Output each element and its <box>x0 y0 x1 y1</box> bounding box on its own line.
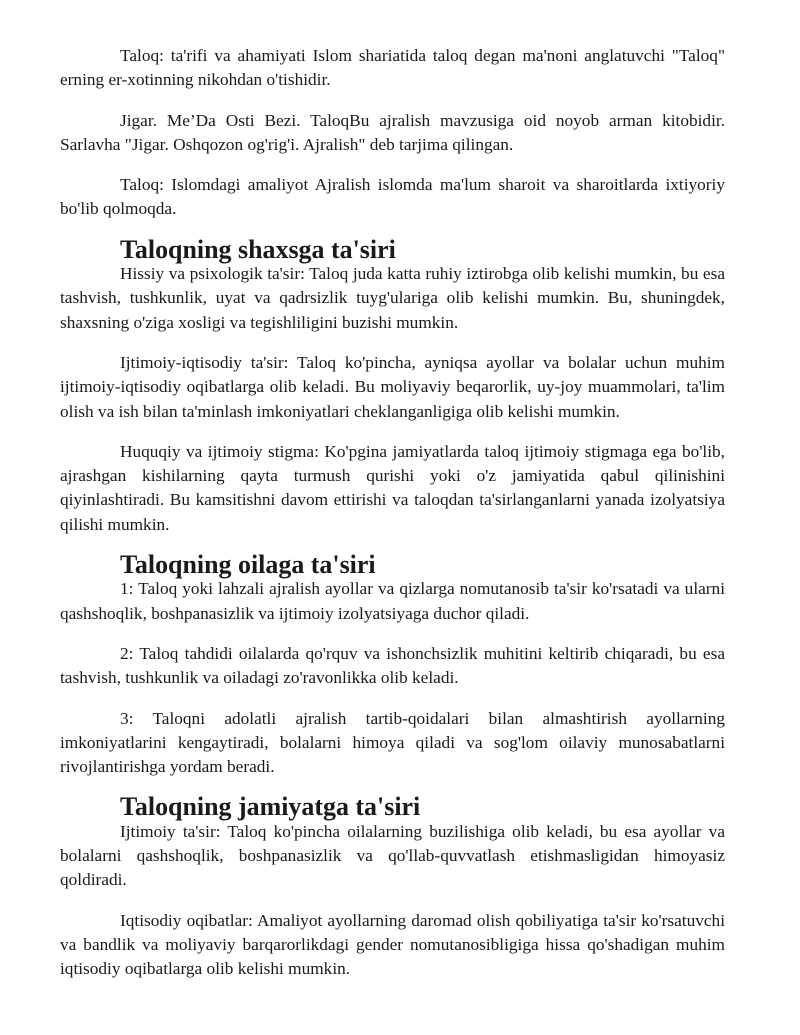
heading-family-impact: Taloqning oilaga ta'siri <box>120 550 376 580</box>
paragraph-jigar-book: Jigar. Me’Da Osti Bezi. TaloqBu ajralish mavzusiga oid noyob arman kitobidir. Sarlavha "Jigar. Oshqozon og'rig'i. Ajralish" deb tarjima qilingan. <box>60 110 725 154</box>
paragraph-legal-stigma: Huquqiy va ijtimoiy stigma: Ko'pgina jamiyatlarda taloq ijtimoiy stigmaga ega bo'lib, ajrashgan kishilarning qayta turmush qurishi yoki o'z jamiyatida qabul qilinishini qiyinlashtiradi. Bu kamsitishni davom ettirishi va taloqdan ta'sirlanganlarni yanada izolyatsiya qilishi mumkin. <box>60 441 725 534</box>
paragraph-family-point-1: 1: Taloq yoki lahzali ajralish ayollar va qizlarga nomutanosib ta'sir ko'rsatadi va ularni qashshoqlik, boshpanasizlik va ijtimoiy izolyatsiyaga duchor qiladi. <box>60 579 725 623</box>
paragraph-islam-practice: Taloq: Islomdagi amaliyot Ajralish islomda ma'lum sharoit va sharoitlarda ixtiyoriy bo'lib qolmoqda. <box>60 175 725 219</box>
paragraph-social-impact: Ijtimoiy ta'sir: Taloq ko'pincha oilalarning buzilishiga olib keladi, bu esa ayollar va bolalarni qashshoqlik, boshpanasizlik va qo'llab-quvvatlash etishmasligidan himoyasiz qoldiradi. <box>60 821 725 890</box>
paragraph-family-point-2: 2: Taloq tahdidi oilalarda qo'rquv va ishonchsizlik muhitini keltirib chiqaradi, bu esa tashvish, tushkunlik va oiladagi zo'ravonlikka olib keladi. <box>60 643 725 688</box>
paragraph-taloq-definition: Taloq: ta'rifi va ahamiyati Islom shariatida taloq degan ma'noni anglatuvchi "Taloq" erning er-xotinning nikohdan o'tishidir. <box>60 46 725 90</box>
heading-individual-impact: Taloqning shaxsga ta'siri <box>120 234 396 264</box>
paragraph-emotional-impact: Hissiy va psixologik ta'sir: Taloq juda katta ruhiy iztirobga olib kelishi mumkin, bu esa tashvish, tushkunlik, uyat va qadrsizlik tuyg'ulariga olib kelishi mumkin. Bu, shuningdek, shaxsning o'ziga xosligi va tegishliligini buzishi mumkin. <box>60 264 725 332</box>
paragraph-economic-consequences: Iqtisodiy oqibatlar: Amaliyot ayollarning daromad olish qobiliyatiga ta'sir ko'rsatuvchi va bandlik va moliyaviy barqarorlikdagi gender nomutanosibligiga hissa qo'shadigan muhim iqtisodiy oqibatlarga olib kelishi mumkin. <box>60 910 725 979</box>
paragraph-family-point-3: 3: Taloqni adolatli ajralish tartib-qoidalari bilan almashtirish ayollarning imkoniyatlarini kengaytiradi, bolalarni himoya qiladi va sog'lom oilaviy munosabatlarni rivojlantirishga yordam beradi. <box>60 708 725 777</box>
document-page <box>60 44 725 982</box>
paragraph-socioeconomic-impact: Ijtimoiy-iqtisodiy ta'sir: Taloq ko'pincha, ayniqsa ayollar va bolalar uchun muhim ijtimoiy-iqtisodiy oqibatlarga olib keladi. Bu moliyaviy beqarorlik, uy-joy muammolari, ta'lim olish va ish bilan ta'minlash imkoniyatlari cheklanganligiga olib kelishi mumkin. <box>60 352 725 421</box>
heading-society-impact: Taloqning jamiyatga ta'siri <box>120 792 421 822</box>
